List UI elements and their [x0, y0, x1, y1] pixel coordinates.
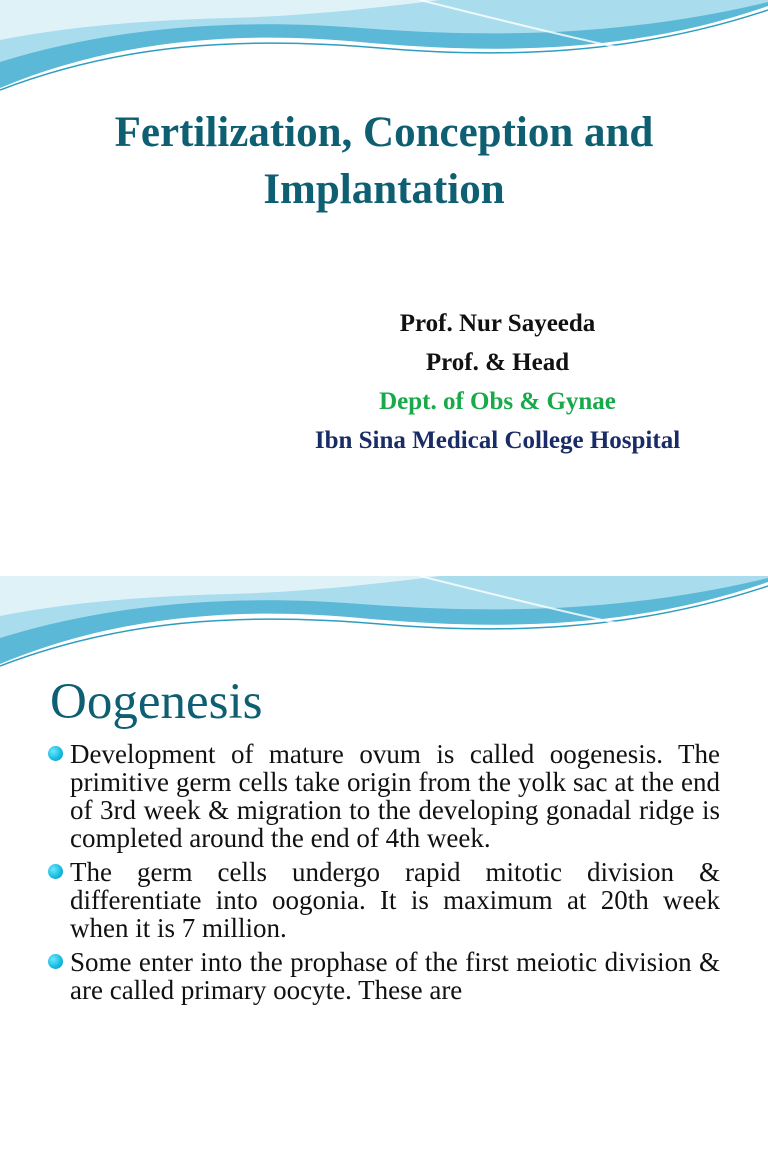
author-block — [285, 304, 710, 460]
slide-title — [40, 104, 728, 218]
bullet-text: Development of mature ovum is called oogenesis. The primitive germ cells take origin from the yolk sac at the end of 3rd week & migration to the developing gonadal ridge is completed around the end of 4th week. — [70, 739, 720, 853]
section-title: Oogenesis — [50, 674, 263, 730]
bullet-item — [48, 858, 720, 942]
content-slide — [0, 576, 768, 1152]
bullet-dot-icon — [48, 954, 63, 969]
author-institution: Ibn Sina Medical College Hospital — [314, 427, 681, 454]
bullet-text: Some enter into the prophase of the first meiotic division & are called primary oocyte. These are — [70, 947, 720, 1005]
bullet-item — [48, 948, 720, 1004]
author-name: Prof. Nur Sayeeda — [399, 310, 596, 337]
wave-header-decoration — [0, 576, 768, 676]
bullet-text: The germ cells undergo rapid mitotic division & differentiate into oogonia. It is maximum at 20th week when it is 7 million. — [70, 857, 720, 943]
wave-header-decoration — [0, 0, 768, 100]
bullet-list — [48, 740, 720, 1010]
bullet-dot-icon — [48, 864, 63, 879]
slide-title-line-1: Fertilization, Conception and — [114, 109, 654, 156]
author-department: Dept. of Obs & Gynae — [379, 388, 616, 415]
slide-title-line-2: Implantation — [263, 166, 505, 213]
bullet-dot-icon — [48, 746, 63, 761]
bullet-item — [48, 740, 720, 852]
author-position: Prof. & Head — [425, 349, 570, 376]
